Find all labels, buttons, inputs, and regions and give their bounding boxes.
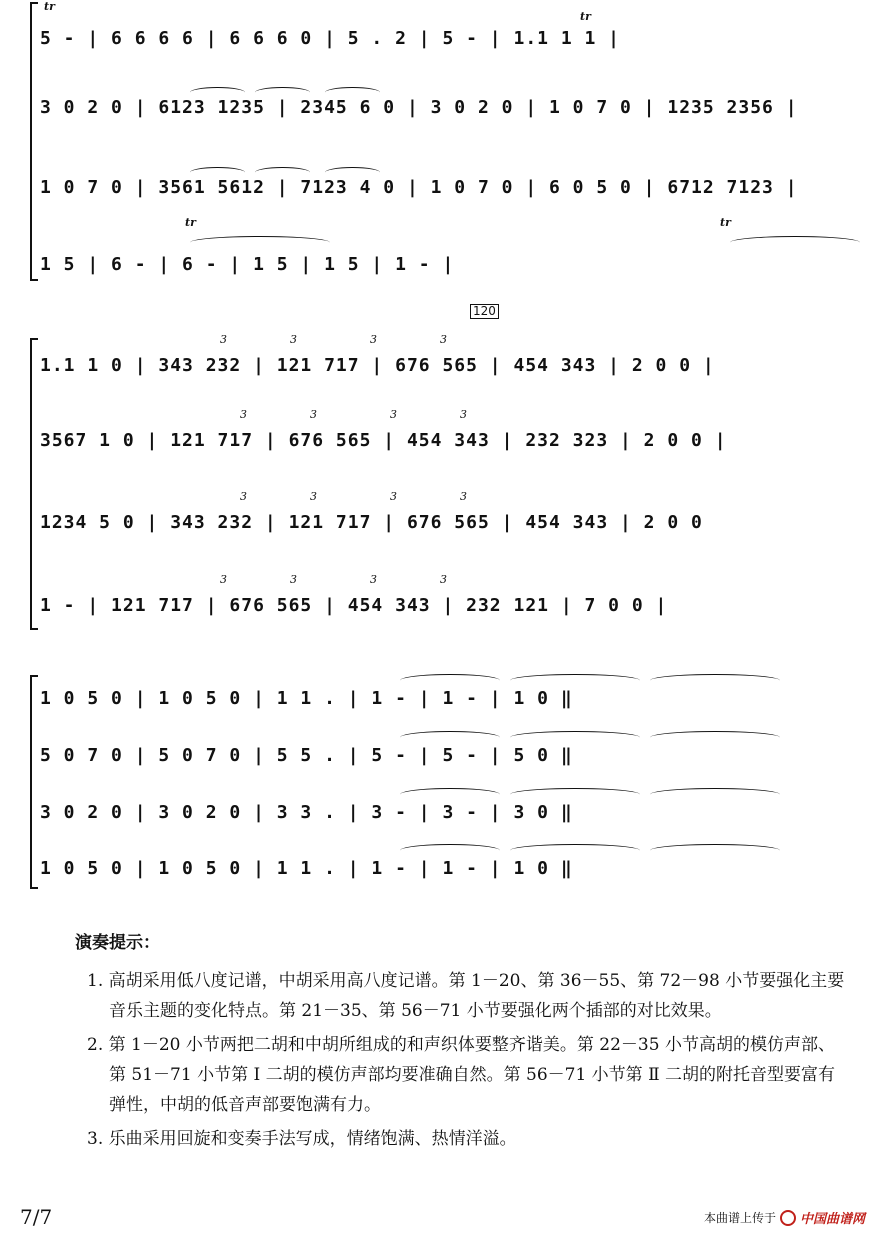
- note-item: 1. 高胡采用低八度记谱，中胡采用高八度记谱。第 1－20、第 36－55、第 72－98 小节要强化主要音乐主题的变化特点。第 21－35、第 56－71 小节要强化两个插部的对比效果。: [87, 971, 845, 1021]
- tie: [650, 674, 780, 687]
- staff-row-erhu-1: [40, 745, 857, 775]
- tie: [400, 731, 500, 744]
- notation-line: 1 0 5 0 | 1 0 5 0 | 1 1 . | 1 - | 1 - | 1 0 ‖: [40, 688, 573, 709]
- upload-footer: [704, 1208, 865, 1227]
- tie: [650, 844, 780, 857]
- tie: [650, 731, 780, 744]
- trill-mark: tr: [185, 216, 196, 229]
- notation-line: 1234 5 0 | 343 232 | 121 717 | 676 565 | 454 343 | 2 0 0: [40, 512, 703, 533]
- triplet-mark: 3: [310, 490, 317, 503]
- system-bracket: [30, 2, 38, 281]
- notation-line: 1 0 5 0 | 1 0 5 0 | 1 1 . | 1 - | 1 - | 1 0 ‖: [40, 858, 573, 879]
- triplet-mark: 3: [440, 333, 447, 346]
- note-item: 2. 第 1－20 小节两把二胡和中胡所组成的和声织体要整齐谐美。第 22－35 小节高胡的模仿声部、第 51－71 小节第 Ⅰ 二胡的模仿声部均要准确自然。第 56－71 小节第 Ⅱ 二胡的附托音型要富有弹性，中胡的低音声部要饱满有力。: [87, 1035, 836, 1115]
- score-system-3: [30, 660, 857, 890]
- staff-row-gaohu: [40, 688, 857, 718]
- triplet-mark: 3: [370, 573, 377, 586]
- page-number: 7/7: [20, 1205, 53, 1229]
- triplet-mark: 3: [220, 333, 227, 346]
- triplet-mark: 3: [220, 573, 227, 586]
- notation-line: 3 0 2 0 | 3 0 2 0 | 3 3 . | 3 - | 3 - | 3 0 ‖: [40, 802, 573, 823]
- tie: [510, 788, 640, 801]
- triplet-mark: 3: [370, 333, 377, 346]
- tie: [400, 788, 500, 801]
- score-system-2: [30, 300, 857, 630]
- notes-heading: 演奏提示：: [75, 933, 160, 953]
- staff-row-zhonghu: [40, 216, 857, 284]
- tie: [510, 674, 640, 687]
- staff-row-erhu-2: [40, 802, 857, 832]
- staff-row-erhu-1: [40, 97, 857, 127]
- system-bracket: [30, 338, 38, 630]
- triplet-mark: 3: [390, 408, 397, 421]
- system-bracket: [30, 675, 38, 889]
- triplet-mark: 3: [290, 333, 297, 346]
- triplet-mark: 3: [440, 573, 447, 586]
- triplet-mark: 3: [310, 408, 317, 421]
- staff-row-erhu-2: [40, 177, 857, 207]
- tie: [730, 236, 860, 249]
- tie: [400, 674, 500, 687]
- measure-number: 120: [470, 304, 499, 319]
- tie: [190, 236, 330, 249]
- trill-mark: tr: [44, 0, 55, 13]
- notation-line: 3 0 2 0 | 6123 1235 | 2345 6 0 | 3 0 2 0 | 1 0 7 0 | 1235 2356 |: [40, 97, 798, 118]
- trill-mark: tr: [580, 10, 591, 23]
- notation-line: 1 0 7 0 | 3561 5612 | 7123 4 0 | 1 0 7 0 | 6 0 5 0 | 6712 7123 |: [40, 177, 798, 198]
- triplet-mark: 3: [460, 490, 467, 503]
- score-system-1: [30, 2, 857, 282]
- staff-row-erhu-2: [40, 490, 857, 542]
- notation-line: 3567 1 0 | 121 717 | 676 565 | 454 343 | 232 323 | 2 0 0 |: [40, 430, 727, 451]
- triplet-mark: 3: [390, 490, 397, 503]
- notation-line: 5 0 7 0 | 5 0 7 0 | 5 5 . | 5 - | 5 - | 5 0 ‖: [40, 745, 573, 766]
- triplet-mark: 3: [460, 408, 467, 421]
- notation-line: 1 5 | 6 - | 6 - | 1 5 | 1 5 | 1 - |: [40, 254, 455, 275]
- notation-line: 5 - | 6 6 6 6 | 6 6 6 0 | 5 . 2 | 5 - | 1.1 1 1 |: [40, 28, 621, 49]
- tie: [510, 731, 640, 744]
- performance-notes: [75, 928, 847, 1158]
- site-logo[interactable]: 中国曲谱网: [799, 1212, 865, 1227]
- staff-row-erhu-1: [40, 408, 857, 460]
- staff-row-zhonghu: [40, 573, 857, 625]
- note-item: 3. 乐曲采用回旋和变奏手法写成，情绪饱满、热情洋溢。: [87, 1129, 517, 1149]
- footer-text: 本曲谱上传于: [703, 1211, 776, 1225]
- site-logo-icon: [780, 1210, 796, 1226]
- staff-row-zhonghu: [40, 858, 857, 888]
- staff-row-gaohu: [40, 28, 857, 58]
- staff-row-gaohu: [40, 333, 857, 385]
- notation-line: 1 - | 121 717 | 676 565 | 454 343 | 232 121 | 7 0 0 |: [40, 595, 668, 616]
- trill-mark: tr: [720, 216, 731, 229]
- tie: [650, 788, 780, 801]
- triplet-mark: 3: [240, 490, 247, 503]
- notation-line: 1.1 1 0 | 343 232 | 121 717 | 676 565 | 454 343 | 2 0 0 |: [40, 355, 715, 376]
- tie: [510, 844, 640, 857]
- tie: [400, 844, 500, 857]
- triplet-mark: 3: [240, 408, 247, 421]
- triplet-mark: 3: [290, 573, 297, 586]
